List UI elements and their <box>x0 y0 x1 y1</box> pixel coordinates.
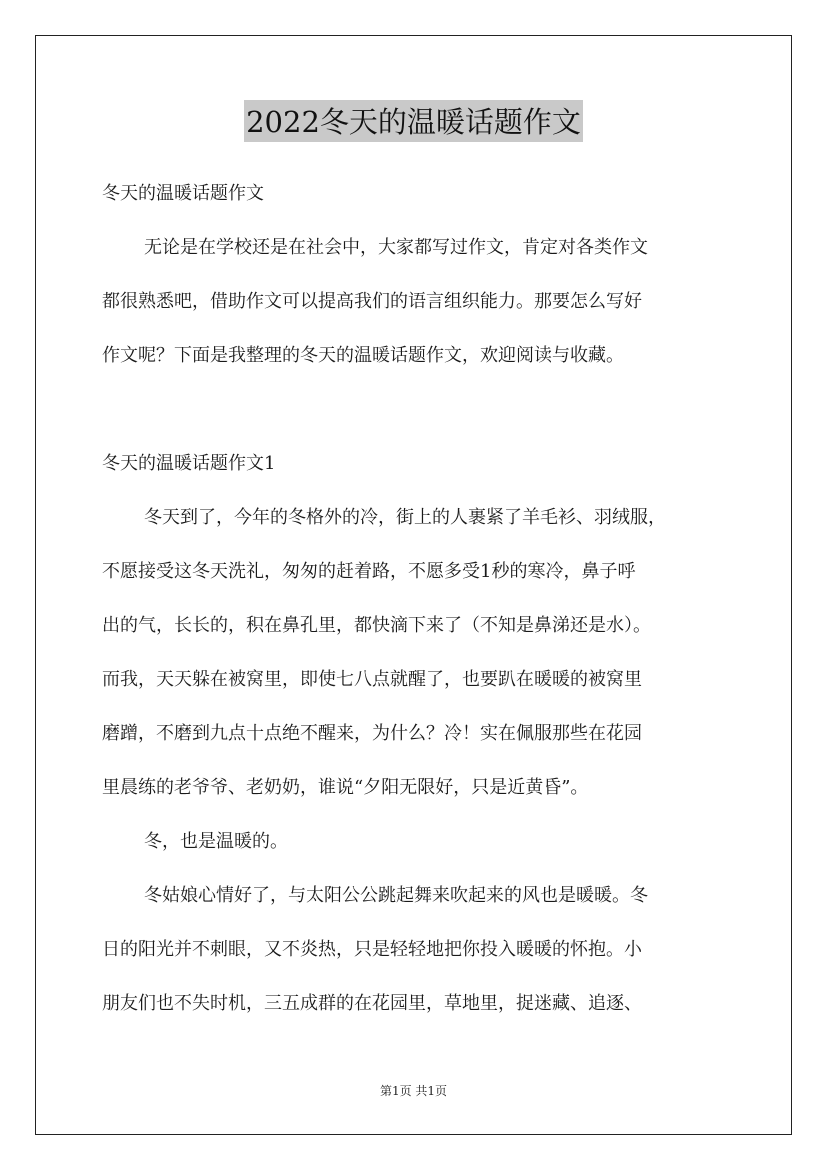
body-line: 出的气，长长的，积在鼻孔里，都快滴下来了（不知是鼻涕还是水）。 <box>102 615 651 636</box>
body-line: 而我，天天躲在被窝里，即使七八点就醒了，也要趴在暖暖的被窝里 <box>102 669 642 690</box>
body-line: 冬姑娘心情好了，与太阳公公跳起舞来吹起来的风也是暖暖。冬 <box>144 885 648 906</box>
body-line: 朋友们也不失时机，三五成群的在花园里，草地里，捉迷藏、追逐、 <box>102 993 642 1014</box>
intro-line: 作文呢？下面是我整理的冬天的温暖话题作文，欢迎阅读与收藏。 <box>102 345 624 366</box>
page-footer: 第1页 共1页 <box>379 1084 448 1098</box>
body-line: 冬，也是温暖的。 <box>144 831 288 852</box>
section-heading: 冬天的温暖话题作文1 <box>102 453 276 474</box>
intro-line: 都很熟悉吧，借助作文可以提高我们的语言组织能力。那要怎么写好 <box>102 291 642 312</box>
intro-line: 无论是在学校还是在社会中，大家都写过作文，肯定对各类作文 <box>144 237 648 258</box>
body-line: 里晨练的老爷爷、老奶奶，谁说“夕阳无限好，只是近黄昏”。 <box>102 777 589 798</box>
document-title: 2022冬天的温暖话题作文 <box>244 100 583 142</box>
body-line: 磨蹭，不磨到九点十点绝不醒来，为什么？冷！实在佩服那些在花园 <box>102 723 642 744</box>
title-container <box>0 100 827 142</box>
body-line: 不愿接受这冬天洗礼，匆匆的赶着路，不愿多受1秒的寒冷，鼻子呼 <box>102 561 636 582</box>
subtitle: 冬天的温暖话题作文 <box>102 183 264 204</box>
body-line: 冬天到了，今年的冬格外的冷，街上的人裹紧了羊毛衫、羽绒服， <box>144 507 666 528</box>
body-line: 日的阳光并不刺眼，又不炎热，只是轻轻地把你投入暖暖的怀抱。小 <box>102 939 642 960</box>
